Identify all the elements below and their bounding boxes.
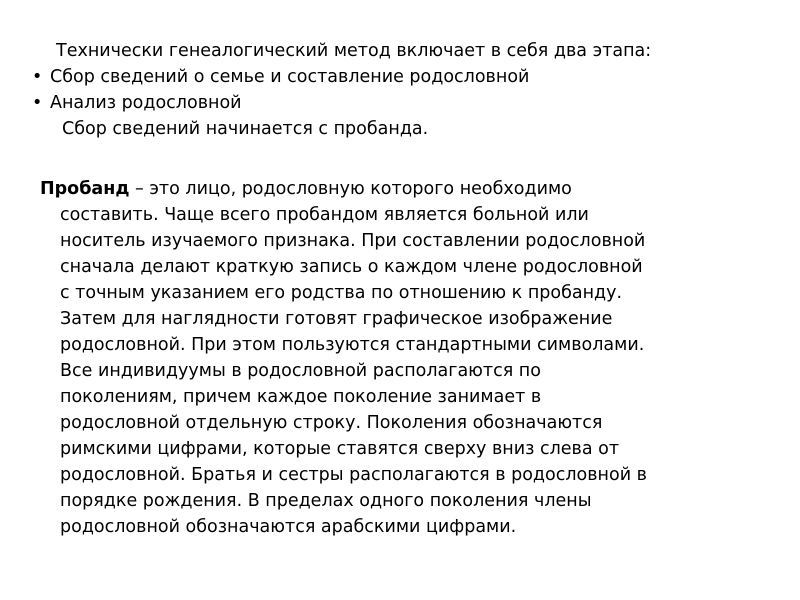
bullet-text: Анализ родословной — [50, 93, 242, 113]
definition-first-line — [40, 176, 740, 202]
definition-first-line-text: – это лицо, родословную которого необходимо — [129, 179, 572, 199]
paragraph-line: составить. Чаще всего пробандом является больной или — [60, 205, 589, 225]
intro-block — [32, 38, 752, 142]
paragraph-line: римскими цифрами, которые ставятся сверху вниз слева от — [60, 439, 620, 459]
intro-note: Сбор сведений начинается с пробанда. — [62, 119, 429, 139]
paragraph-line: родословной обозначаются арабскими цифрами. — [60, 517, 517, 537]
definition-term: Пробанд — [40, 179, 130, 199]
paragraph-line: родословной. При этом пользуются стандартными символами. — [60, 335, 645, 355]
bullet-item — [32, 90, 752, 116]
bullet-text: Сбор сведений о семье и составление родословной — [50, 67, 530, 87]
paragraph-line: сначала делают краткую запись о каждом члене родословной — [60, 257, 643, 277]
bullet-icon: • — [32, 93, 43, 113]
paragraph-line: носитель изучаемого признака. При составлении родословной — [60, 231, 646, 251]
paragraph-line: поколениям, причем каждое поколение занимает в — [60, 387, 542, 407]
bullet-icon: • — [32, 67, 43, 87]
definition-paragraph — [40, 176, 740, 540]
paragraph-line: родословной. Братья и сестры располагаются в родословной в — [60, 465, 647, 485]
paragraph-line: Затем для наглядности готовят графическое изображение — [60, 309, 613, 329]
paragraph-line: с точным указанием его родства по отношению к пробанду. — [60, 283, 623, 303]
paragraph-line: Все индивидуумы в родословной располагаются по — [60, 361, 541, 381]
paragraph-line: родословной отдельную строку. Поколения обозначаются — [60, 413, 603, 433]
bullet-item — [32, 64, 752, 90]
paragraph-line: порядке рождения. В пределах одного поколения члены — [60, 491, 592, 511]
intro-heading: Технически генеалогический метод включает в себя два этапа: — [56, 41, 652, 61]
